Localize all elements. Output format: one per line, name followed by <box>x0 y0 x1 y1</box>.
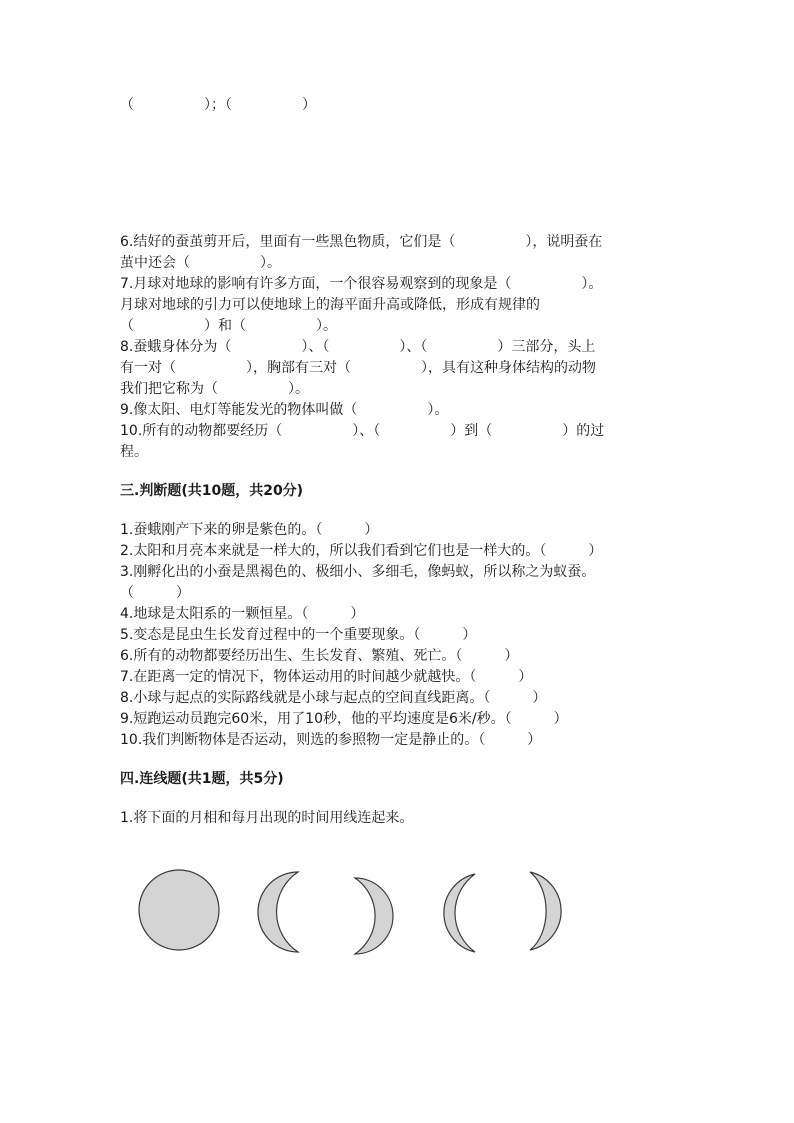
judge-item-5: 5.变态是昆虫生长发育过程中的一个重要现象。（ ） <box>120 627 477 643</box>
q10-line1: 10.所有的动物都要经历（ ）、（ ）到（ ）的过 <box>120 423 605 439</box>
judge-item-8: 8.小球与起点的实际路线就是小球与起点的空间直线距离。（ ） <box>120 690 547 706</box>
q7-line2: 月球对地球的引力可以使地球上的海平面升高或降低，形成有规律的 <box>120 297 540 313</box>
q8-line2: 有一对（ ），胸部有三对（ ），具有这种身体结构的动物 <box>120 360 596 376</box>
q7-line1: 7.月球对地球的影响有许多方面，一个很容易观察到的现象是（ ）。 <box>120 276 603 292</box>
judge-item-10: 10.我们判断物体是否运动，则选的参照物一定是静止的。（ ） <box>120 732 542 748</box>
right-crescent-icon-2 <box>530 872 561 950</box>
section4-title: 四.连线题(共1题，共5分) <box>120 771 284 787</box>
q9-line: 9.像太阳、电灯等能发光的物体叫做（ ）。 <box>120 402 449 418</box>
matching-q1: 1.将下面的月相和每月出现的时间用线连起来。 <box>120 810 414 826</box>
q8-line3: 我们把它称为（ ）。 <box>120 381 309 397</box>
top-answer-blanks: （ ）；（ ） <box>120 97 316 113</box>
judge-item-1: 1.蚕蛾刚产下来的卵是紫色的。（ ） <box>120 522 379 538</box>
judge-item-2: 2.太阳和月亮本来就是一样大的，所以我们看到它们也是一样大的。（ ） <box>120 543 603 559</box>
q6-line2: 茧中还会（ ）。 <box>120 255 281 271</box>
q6-line1: 6.结好的蚕茧剪开后，里面有一些黑色物质，它们是（ ），说明蚕在 <box>120 234 603 250</box>
judge-item-3-blank: （ ） <box>120 585 190 601</box>
full-moon-icon <box>139 870 219 950</box>
left-crescent-icon-2 <box>444 874 475 952</box>
judge-item-4: 4.地球是太阳系的一颗恒星。（ ） <box>120 606 365 622</box>
right-crescent-icon <box>355 878 393 954</box>
judge-item-3: 3.刚孵化出的小蚕是黑褐色的、极细小、多细毛，像蚂蚁，所以称之为蚁蚕。 <box>120 564 596 580</box>
moon-phases-figure <box>130 862 590 962</box>
section3-title: 三.判断题(共10题，共20分) <box>120 483 304 499</box>
judge-item-7: 7.在距离一定的情况下，物体运动用的时间越少就越快。（ ） <box>120 669 533 685</box>
q7-line3: （ ）和（ ）。 <box>120 318 337 334</box>
q8-line1: 8.蚕蛾身体分为（ ）、（ ）、（ ）三部分，头上 <box>120 339 596 355</box>
q10-line2: 程。 <box>120 444 148 460</box>
judge-item-6: 6.所有的动物都要经历出生、生长发育、繁殖、死亡。（ ） <box>120 648 519 664</box>
judge-item-9: 9.短跑运动员跑完60米，用了10秒，他的平均速度是6米/秒。（ ） <box>120 711 568 727</box>
left-crescent-icon <box>258 872 298 952</box>
